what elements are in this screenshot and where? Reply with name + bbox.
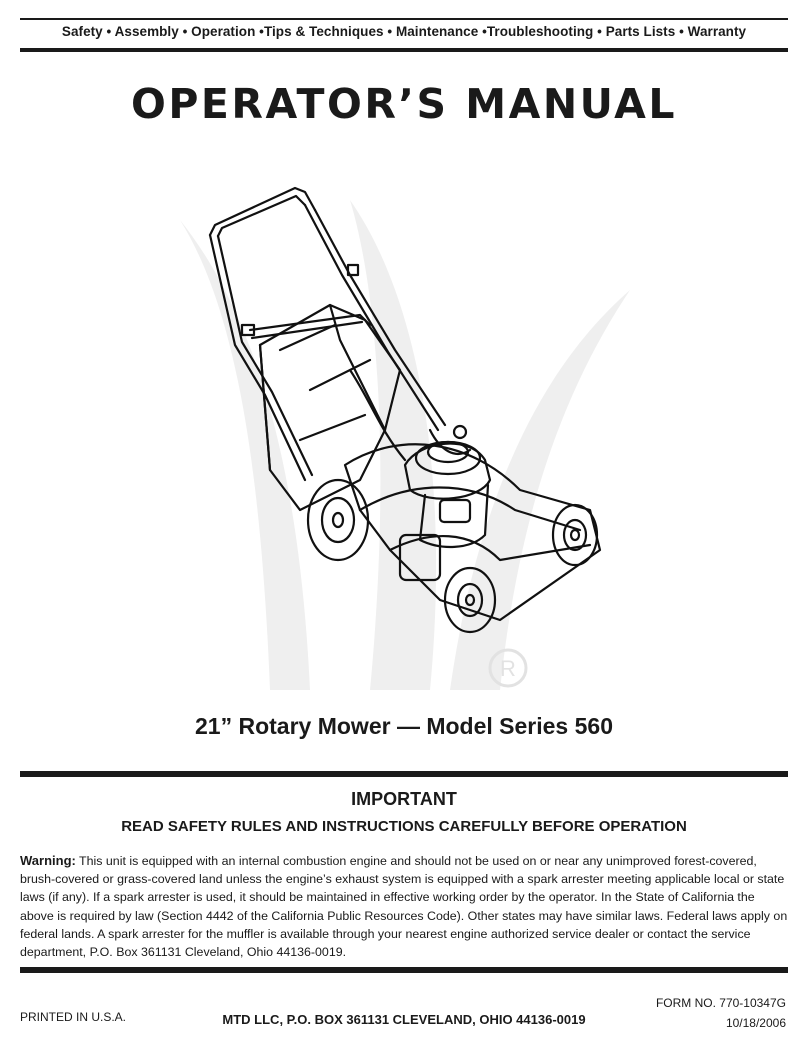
svg-text:R: R bbox=[500, 656, 516, 681]
company-address: MTD LLC, P.O. BOX 361131 CLEVELAND, OHIO 44136-0019 bbox=[222, 1012, 586, 1027]
model-title: 21” Rotary Mower — Model Series 560 bbox=[195, 713, 613, 739]
middle-rule-upper bbox=[20, 771, 788, 777]
page-title: OPERATOR’S MANUAL bbox=[130, 80, 678, 128]
safety-instruction-heading: READ SAFETY RULES AND INSTRUCTIONS CAREFULLY BEFORE OPERATION bbox=[121, 818, 687, 835]
important-heading: IMPORTANT bbox=[351, 789, 457, 809]
form-date: 10/18/2006 bbox=[725, 1016, 786, 1030]
warning-label: Warning: bbox=[20, 853, 76, 868]
mower-illustration bbox=[170, 180, 640, 700]
warning-text: This unit is equipped with an internal combustion engine and should not be used on or near any unimproved forest-covered, brush-covered or grass-covered land unless the engine’s exhaust system is equipped with a spark arrester meeting applicable local or state laws (if any). If a spark arrester is used, it should be maintained in effective working order by the operator. In the State of California the above is required by law (Section 4442 of the California Public Resources Code). Other states may have similar laws. Federal laws apply on federal lands. A spark arrester for the muffler is available through your nearest engine authorized service dealer or contact the service department, P.O. Box 361131 Cleveland, Ohio 44136-0019. bbox=[20, 854, 788, 960]
top-rule-upper bbox=[20, 18, 788, 20]
printed-location: PRINTED IN U.S.A. bbox=[20, 1010, 127, 1024]
top-rule-lower bbox=[20, 48, 788, 52]
middle-rule-lower bbox=[20, 967, 788, 973]
form-info bbox=[656, 993, 786, 1033]
warning-paragraph bbox=[20, 852, 790, 961]
form-number: FORM NO. 770-10347G bbox=[655, 996, 786, 1010]
section-nav: Safety • Assembly • Operation •Tips & Techniques • Maintenance •Troubleshooting • Parts Lists • Warranty bbox=[61, 24, 747, 39]
